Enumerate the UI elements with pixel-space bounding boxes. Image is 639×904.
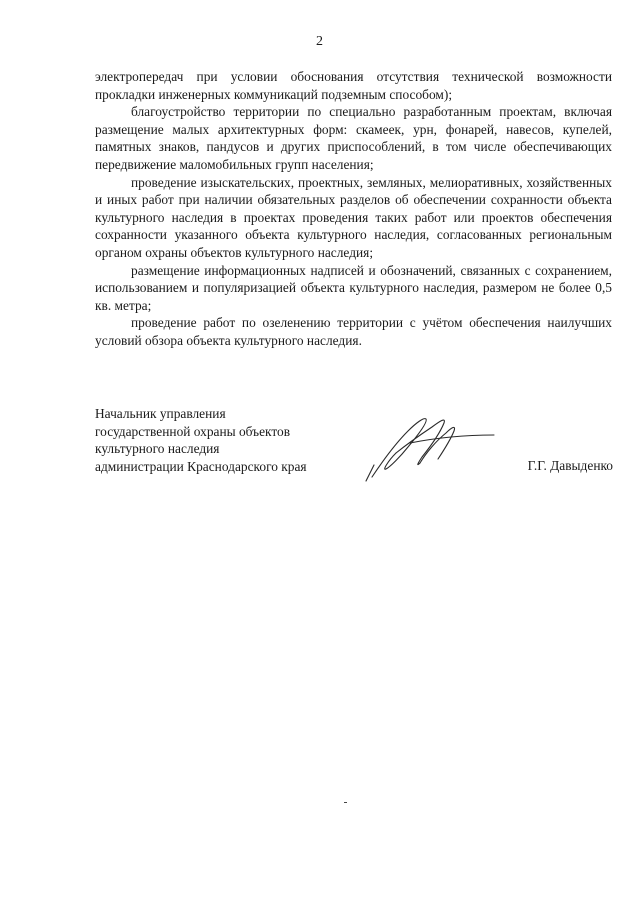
page-number: 2 <box>316 34 323 49</box>
signatory-position-line: культурного наследия <box>95 441 220 457</box>
handwritten-signature <box>360 405 500 485</box>
signatory-position-line: администрации Краснодарского края <box>95 458 307 474</box>
paragraph: электропередач при условии обоснования отсутствия технической возможности прокладки инженерных коммуникаций подземным способом); <box>95 69 612 102</box>
signatory-name: Г.Г. Давыденко <box>527 458 613 473</box>
signature-block <box>95 405 615 485</box>
paragraph: благоустройство территории по специально разработанным проектам, включая размещение малых архитектурных форм: скамеек, урн, фонарей, навесов, купелей, памятных знаков, пандусов и других приспособлений, в том числе обеспечивающих передвижение маломобильных групп населения; <box>95 104 612 172</box>
signatory-position-line: Начальник управления <box>95 406 226 421</box>
scan-artifact-dot <box>344 802 347 803</box>
paragraph: размещение информационных надписей и обозначений, связанных с сохранением, использованием и популяризацией объекта культурного наследия, размером не более 0,5 кв. метра; <box>95 262 612 313</box>
paragraph: проведение работ по озеленению территории с учётом обеспечения наилучших условий обзора объекта культурного наследия. <box>95 315 612 348</box>
paragraph: проведение изыскательских, проектных, земляных, мелиоративных, хозяйственных и иных работ при наличии обязательных разделов об обеспечении сохранности объекта культурного наследия в проектах проведения таких работ или проектов обеспечения сохранности указанного объекта культурного наследия, согласованных региональным органом охраны объектов культурного наследия; <box>95 174 612 260</box>
signatory-position-line: государственной охраны объектов <box>95 423 291 439</box>
document-body <box>95 68 612 350</box>
signatory-position <box>95 405 355 475</box>
